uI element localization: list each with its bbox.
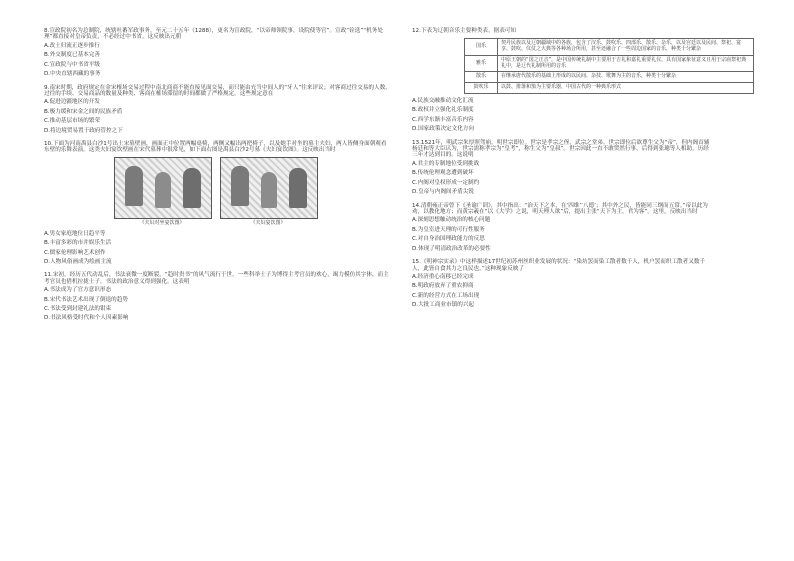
option-c: C.西学东渐丰富音乐内容 — [412, 116, 474, 123]
table-cell-type: 鼓吹乐 — [465, 83, 498, 94]
question-14 — [412, 203, 712, 253]
mural-figure-left — [114, 157, 210, 227]
option-b: B.极力缓和宋金之间的民族矛盾 — [44, 108, 123, 115]
option-c: C.书法受到封建礼法的钳束 — [44, 306, 112, 313]
question-stem: 10.下面为河南禹县白沙1号出土宋墓壁画，画面正中位置两幅桌椅，两侧又幅出两把椅子，以及她手对坐的墓主夫妇，两人皆侧身面朝观看东壁的乐舞表演。这类夫妇宴饮壁画在宋代墓葬中很常见，如下面右图是禹县白沙2号墓《夫妇宴饮图》。这反映出当时 — [44, 141, 387, 154]
table-cell-desc: 中原王朝的“国之正音”，是中国传统礼制中主要用于吉礼和嘉礼重要礼仪，具有国家象征意义且用于宗庙祭祀典礼中，是辽代礼制所用的音乐 — [498, 55, 754, 72]
option-b: B.明政府放弃了重农抑商 — [412, 283, 474, 290]
question-15 — [412, 259, 712, 309]
option-c: C.宣政院与中书省平级 — [44, 61, 101, 68]
question-stem: 9.南宋时期，政府规定在金宋榷场交易过程中南北商商不能直接见面交易，而只能由充当中间人的“牙人”往来评议；对客商过往交易的人数、过往的手续、交易商品的数量及种类、客商在榷场滞留的时间都做了严格规定。这些规定意在 — [44, 84, 391, 97]
table-cell-desc: 以鼓、排箫和笳为主要乐器，中国古代的一种典乐形式 — [498, 83, 754, 94]
question-stem: 8.宣政院初名为总制院，统辖吐蕃军政事务。至元二十五年（1288），更名为宣政院，“以帝师领院事，设院使等官”。宣政“铨选”“机务处理”都直接对皇帝负责，不必经过中书省。这反映出元朝 — [44, 28, 383, 41]
music-types-table — [464, 38, 754, 94]
option-b: B.为皇室进天理的可行性服务 — [412, 226, 485, 233]
table-cell-type: 雅乐 — [465, 55, 498, 72]
option-d: D.将边境贸易置于政府管控之下 — [44, 127, 123, 134]
option-a: A.书法成为了官方意识形态 — [44, 287, 112, 294]
figure-caption: 《夫妇对坐宴饮图》 — [139, 219, 185, 226]
table-cell-type: 国乐 — [465, 39, 498, 56]
option-b: B.宋代书法艺术出现了倒退的趋势 — [44, 296, 128, 303]
question-12 — [412, 28, 747, 133]
table-row — [465, 55, 754, 72]
table-cell-desc: 在继承唐代散乐的基础上形成的以民间、杂技、歌舞为主的音乐，种类十分繁杂 — [498, 72, 754, 83]
option-d: D.中央直辖西藏的事务 — [44, 71, 101, 78]
question-10 — [44, 141, 392, 265]
option-d: D.人物风俗画成为绘画主流 — [44, 258, 112, 265]
table-cell-desc: 契丹民族以及辽朝疆域中的各族，包含了汉乐、鼓吹乐、四部乐、散乐、杂乐，以及宫廷以及民间、祭祀、宴享、鼓吹、仪仗之大典等各种场合所用，甚至还融合了一些周边国家的音乐，种类十分繁杂 — [498, 39, 754, 56]
figure-caption: 《夫妇宴饮图》 — [250, 219, 286, 226]
question-11 — [44, 272, 392, 322]
option-d: D.大批工商业市镇的兴起 — [412, 302, 475, 309]
table-row — [465, 72, 754, 83]
option-c: C.新的经营方式在工场出现 — [412, 292, 480, 299]
question-stem: 13.1521年，明武宗朱厚照驾崩，明世宗即位。世宗是孝宗之侄，武宗之堂弟。世宗即位后欲尊生父为“帝”，但内阁首辅杨廷和等大臣认为，世宗需称孝宗为“皇考”，称生父为“皇叔”。世宗因此一直不敢贸然行事，后得到张璁等人相助，历经三年才达到目的。这说明 — [412, 139, 710, 159]
table-cell-type: 散乐 — [465, 72, 498, 83]
option-d: D.皇帝与内阁间矛盾尖锐 — [412, 189, 475, 196]
option-a: A.经济重心南移已经完成 — [412, 273, 474, 280]
option-d: D.国家政策决定文化方向 — [412, 126, 475, 133]
question-stem: 12.下表为辽朝音乐主要种类表。据表可知 — [412, 28, 516, 34]
option-a: A.深刻思想触动统治的核心问题 — [412, 217, 491, 224]
option-d: D.书法风格受时代和个人因素影响 — [44, 315, 129, 322]
question-stem: 15.《明神宗实录》中这样描述17世纪初苏州丝织业发展的状况：“染坊罢而染工散者数千人，机户罢而织工散者又数千人，此皆自食其力之良民也。”这种现象反映了 — [412, 259, 706, 272]
option-c: C.儒家伦理影响艺术创作 — [44, 249, 106, 256]
option-b: B.外交制度已基本完善 — [44, 52, 100, 59]
option-c: C.推动基层市场的繁荣 — [44, 118, 101, 125]
question-stem: 11.宋初，经历五代动乱后，书法衰微一度断裂，“趋时贵书”的风气流行于世。一些科举士子为博得主考官员的欢心，竭力模仿其字体，而主考官员也借机拉拢士子，书法的政治意义得到强化。这表明 — [44, 272, 389, 285]
option-c: C.对自身治国理政能力的反思 — [412, 236, 485, 243]
right-column — [412, 28, 747, 316]
question-stem: 14.清朝雍正帝曾下《圣谕广训》，其中指出：“治天下之本，在‘四维’‘八德’；其中外之民，皆能同三纲而五常。”帝以此为劝，以教化地方；而黄宗羲在“以《大学》之说，明天理人欲”后，提出主张“天下为主，君为客”。这里，反映出当时 — [412, 202, 708, 215]
left-column — [44, 28, 392, 329]
question-13 — [412, 140, 712, 196]
mural-figure-right — [220, 157, 316, 227]
option-d: D.体现了明清政治改革的必要性 — [412, 245, 491, 252]
option-a: A.改土归流正逐步推行 — [44, 42, 100, 49]
question-8 — [44, 28, 392, 78]
question-9 — [44, 85, 392, 135]
option-a: A.君主的专制地位受到挑战 — [412, 160, 480, 167]
table-row — [465, 39, 754, 56]
option-c: C.内阁对皇权形成一定制约 — [412, 179, 480, 186]
option-a: A.男女家庭地位日趋平等 — [44, 230, 106, 237]
mural-image — [220, 157, 318, 219]
option-a: A.促进边疆地区的开发 — [44, 99, 100, 106]
mural-image — [114, 157, 212, 219]
mural-figures — [114, 157, 392, 227]
option-b: B.传统伦理观念遭到破坏 — [412, 170, 474, 177]
table-row — [465, 83, 754, 94]
option-a: A.民族交融推动文化汇流 — [412, 97, 474, 104]
option-b: B.政权并立强化礼乐制度 — [412, 107, 474, 114]
option-b: B.丰富多彩的市井娱乐生活 — [44, 240, 112, 247]
